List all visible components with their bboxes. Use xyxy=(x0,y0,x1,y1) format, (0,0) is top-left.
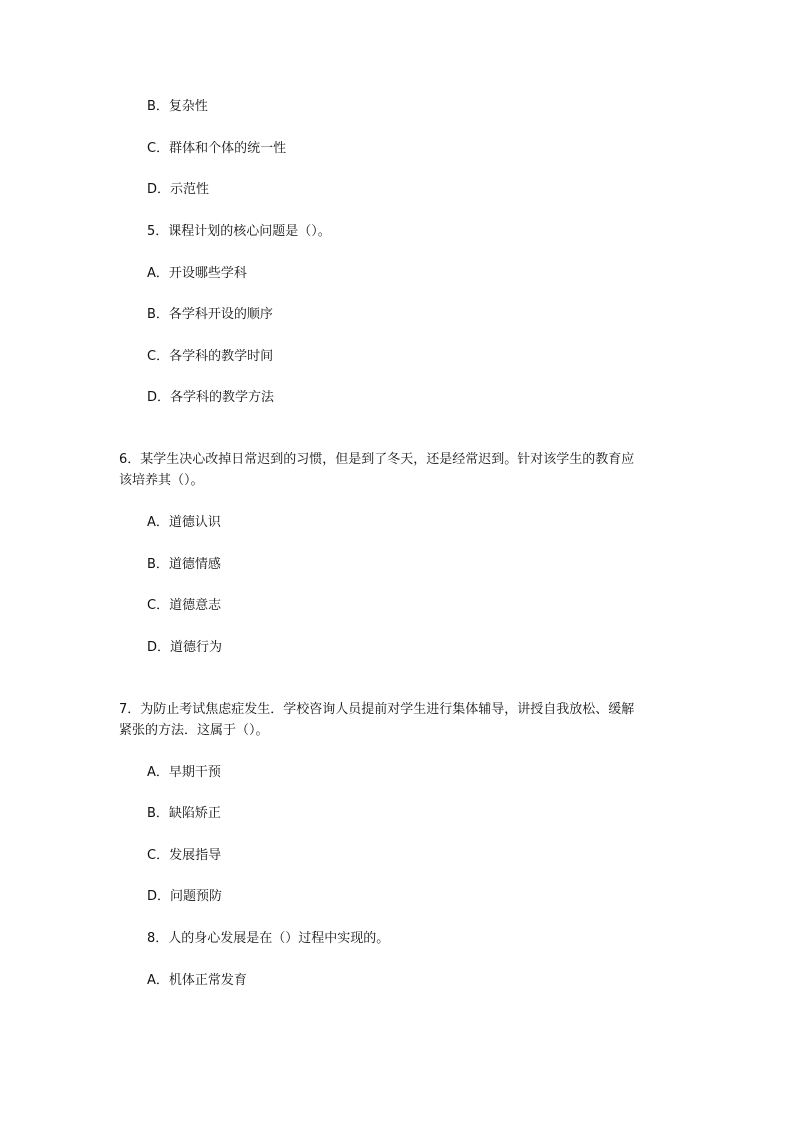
q7-stem-line2: 紧张的方法．这属于（）。 xyxy=(119,723,269,738)
q8-option-a: A．机体正常发育 xyxy=(147,973,247,988)
q4-option-b: B．复杂性 xyxy=(147,99,208,114)
q5-option-b: B．各学科开设的顺序 xyxy=(147,307,273,322)
q7-option-c: C．发展指导 xyxy=(147,848,222,863)
q6-stem-line1: 6．某学生决心改掉日常迟到的习惯，但是到了冬天，还是经常迟到。针对该学生的教育应 xyxy=(119,452,635,467)
q5-option-d: D．各学科的教学方法 xyxy=(147,390,275,405)
q5-stem: 5．课程计划的核心问题是（）。 xyxy=(147,224,331,239)
q5-option-a: A．开设哪些学科 xyxy=(147,266,247,281)
q6-option-a: A．道德认识 xyxy=(147,515,221,530)
q8-stem: 8．人的身心发展是在（）过程中实现的。 xyxy=(147,931,390,946)
q6-option-c: C．道德意志 xyxy=(147,598,222,613)
q7-option-b: B．缺陷矫正 xyxy=(147,806,221,821)
q4-option-d: D．示范性 xyxy=(147,182,210,197)
q6-stem-line2: 该培养其（）。 xyxy=(119,473,204,488)
q4-option-c: C．群体和个体的统一性 xyxy=(147,141,287,156)
q7-option-d: D．问题预防 xyxy=(147,889,223,904)
q7-option-a: A．早期干预 xyxy=(147,765,221,780)
q5-option-c: C．各学科的教学时间 xyxy=(147,349,274,364)
q6-option-d: D．道德行为 xyxy=(147,640,223,655)
q7-stem-line1: 7．为防止考试焦虑症发生．学校咨询人员提前对学生进行集体辅导，讲授自我放松、缓解 xyxy=(119,702,635,717)
q6-option-b: B．道德情感 xyxy=(147,557,221,572)
